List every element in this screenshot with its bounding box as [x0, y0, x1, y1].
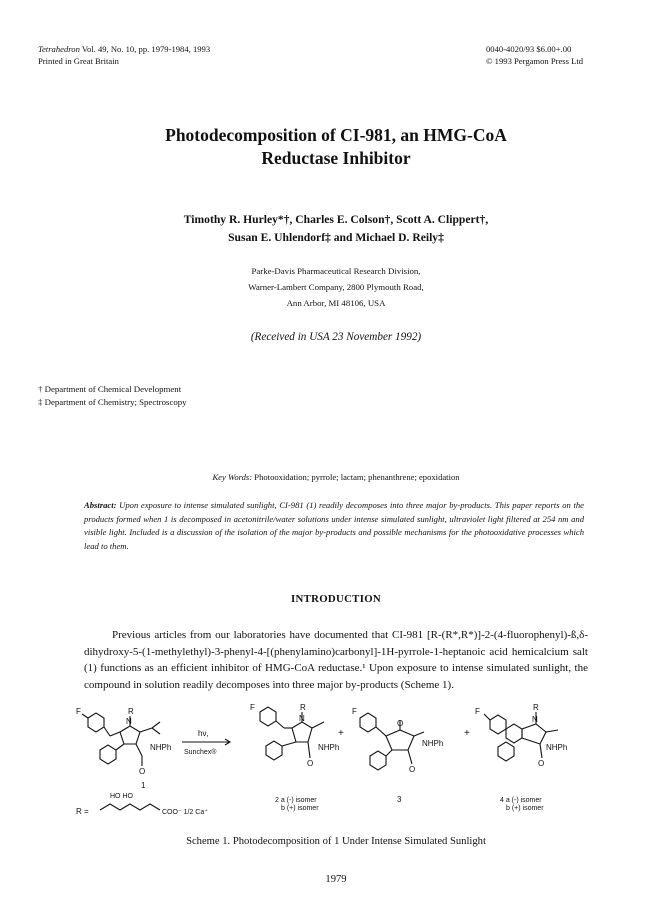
arrow-bottom-label: Sunchex®	[184, 749, 217, 756]
affiliation-line2: Warner-Lambert Company, 2800 Plymouth Road,	[248, 282, 424, 292]
compound-2-structure	[260, 707, 324, 760]
compound-4-structure	[484, 712, 558, 761]
section-heading: INTRODUCTION	[291, 593, 381, 605]
atom-label-r: R	[300, 703, 306, 712]
nhph-label: NHPh	[546, 743, 568, 752]
abstract	[84, 499, 584, 553]
affiliation-line1: Parke-Davis Pharmaceutical Research Division,	[251, 266, 421, 276]
pyrrole-ring-icon	[120, 726, 140, 744]
atom-label-n: N	[299, 714, 305, 723]
paper-title-line2: Reductase Inhibitor	[261, 148, 411, 168]
nhph-label: NHPh	[422, 739, 444, 748]
intro-paragraph: Previous articles from our laboratories have documented that CI-981 [R-(R*,R*)]-2-(4-fluorophenyl)-ß,δ-dihydroxy-5-(1-methylethyl)-3-phenyl-4-[(phenylamino)carbonyl]-1H-pyrrole-1-heptanoic acid hemicalcium salt (1) functions as an efficient inhibitor of HMG-CoA reductase.¹ Upon exposure to intense simulated sunlight, the compound in solution readily decomposes into three major by-products (Scheme 1).	[84, 629, 588, 691]
compound-1-structure	[82, 713, 160, 766]
affiliation-line3: Ann Arbor, MI 48106, USA	[286, 298, 386, 308]
footnote-ddagger: ‡ Department of Chemistry; Spectroscopy	[38, 397, 187, 407]
scheme-caption: Scheme 1. Photodecomposition of 1 Under Intense Simulated Sunlight	[186, 836, 486, 847]
fluorophenyl-ring-icon	[88, 713, 104, 732]
page-number: 1979	[325, 874, 347, 885]
phenanthrene-ring-c-icon	[498, 742, 514, 761]
compound-3-structure	[360, 713, 424, 770]
journal-code: 0040-4020/93 $6.00+.00	[486, 44, 572, 54]
footnote-dagger: † Department of Chemical Development	[38, 384, 182, 394]
authors-line1: Timothy R. Hurley*†, Charles E. Colson†, Scott A. Clippert†,	[183, 213, 489, 226]
atom-label-n: N	[126, 717, 132, 726]
plus-sign: +	[464, 728, 470, 739]
r-hydroxyl-label: HO HO	[110, 793, 133, 800]
atom-label-n: N	[532, 715, 538, 724]
phenanthrene-ring-a-icon	[490, 715, 506, 734]
compound-3-label: 3	[397, 795, 402, 804]
journal-volume: Vol. 49, No. 10, pp. 1979-1984, 1993	[79, 44, 211, 54]
compound-4a-label: 4 a (-) isomer	[500, 797, 542, 804]
phenyl-ring-icon	[266, 741, 282, 760]
fluorophenyl-ring-icon	[360, 713, 376, 732]
atom-label-f: F	[475, 707, 480, 716]
phenyl-ring-icon	[100, 745, 116, 764]
nhph-label: NHPh	[150, 743, 172, 752]
atom-label-f: F	[250, 703, 255, 712]
compound-1-label: 1	[141, 781, 146, 790]
compound-2a-label: 2 a (-) isomer	[275, 797, 317, 804]
compound-4b-label: b (+) isomer	[506, 805, 544, 812]
keywords	[0, 472, 672, 482]
scheme-1-figure	[70, 702, 610, 826]
journal-citation	[38, 44, 210, 55]
atom-label-o: O	[139, 767, 146, 776]
printed-in: Printed in Great Britain	[38, 56, 119, 66]
atom-label-f: F	[352, 707, 357, 716]
plus-sign: +	[338, 728, 344, 739]
phenyl-ring-icon	[370, 751, 386, 770]
abstract-text: Upon exposure to intense simulated sunlight, CI-981 (1) readily decomposes into three major by-products. This paper reports on the products formed when 1 is decomposed in acetonitrile/water solutions under intense simulated sunlight, ultraviolet light filtered at 254 nm and visible light. Included is a discussion of the isolation of the major by-products and possible mechanisms for the photooxidative processes which lead to them.	[84, 500, 584, 551]
side-chain-icon	[100, 804, 160, 810]
keywords-label: Key Words:	[212, 472, 253, 482]
journal-name: Tetrahedron	[38, 44, 80, 54]
arrow-top-label: hν,	[198, 729, 209, 738]
atom-label-f: F	[76, 707, 81, 716]
keywords-text: Photooxidation; pyrrole; lactam; phenanthrene; epoxidation	[252, 472, 460, 482]
authors-line2: Susan E. Uhlendorf‡ and Michael D. Reily‡	[228, 231, 444, 244]
paper-title-line1: Photodecomposition of CI-981, an HMG-CoA	[165, 125, 507, 145]
compound-2b-label: b (+) isomer	[281, 805, 319, 812]
nhph-label: NHPh	[318, 743, 340, 752]
lactam-ring-icon	[522, 724, 546, 744]
phenanthrene-ring-b-icon	[506, 724, 522, 743]
copyright: © 1993 Pergamon Press Ltd	[486, 56, 584, 66]
r-carboxylate-label: COO⁻ 1/2 Ca⁺	[162, 809, 208, 816]
atom-label-o: O	[397, 719, 404, 728]
abstract-label: Abstract:	[84, 500, 117, 510]
atom-label-o: O	[409, 765, 416, 774]
lactam-ring-icon	[292, 722, 312, 742]
atom-label-o: O	[538, 759, 545, 768]
epoxide-ring-icon	[386, 730, 414, 750]
r-definition-label: R =	[76, 807, 89, 816]
received-date: (Received in USA 23 November 1992)	[250, 331, 422, 343]
atom-label-r: R	[128, 707, 134, 716]
atom-label-o: O	[307, 759, 314, 768]
fluorophenyl-ring-icon	[260, 707, 276, 726]
atom-label-r: R	[533, 703, 539, 712]
